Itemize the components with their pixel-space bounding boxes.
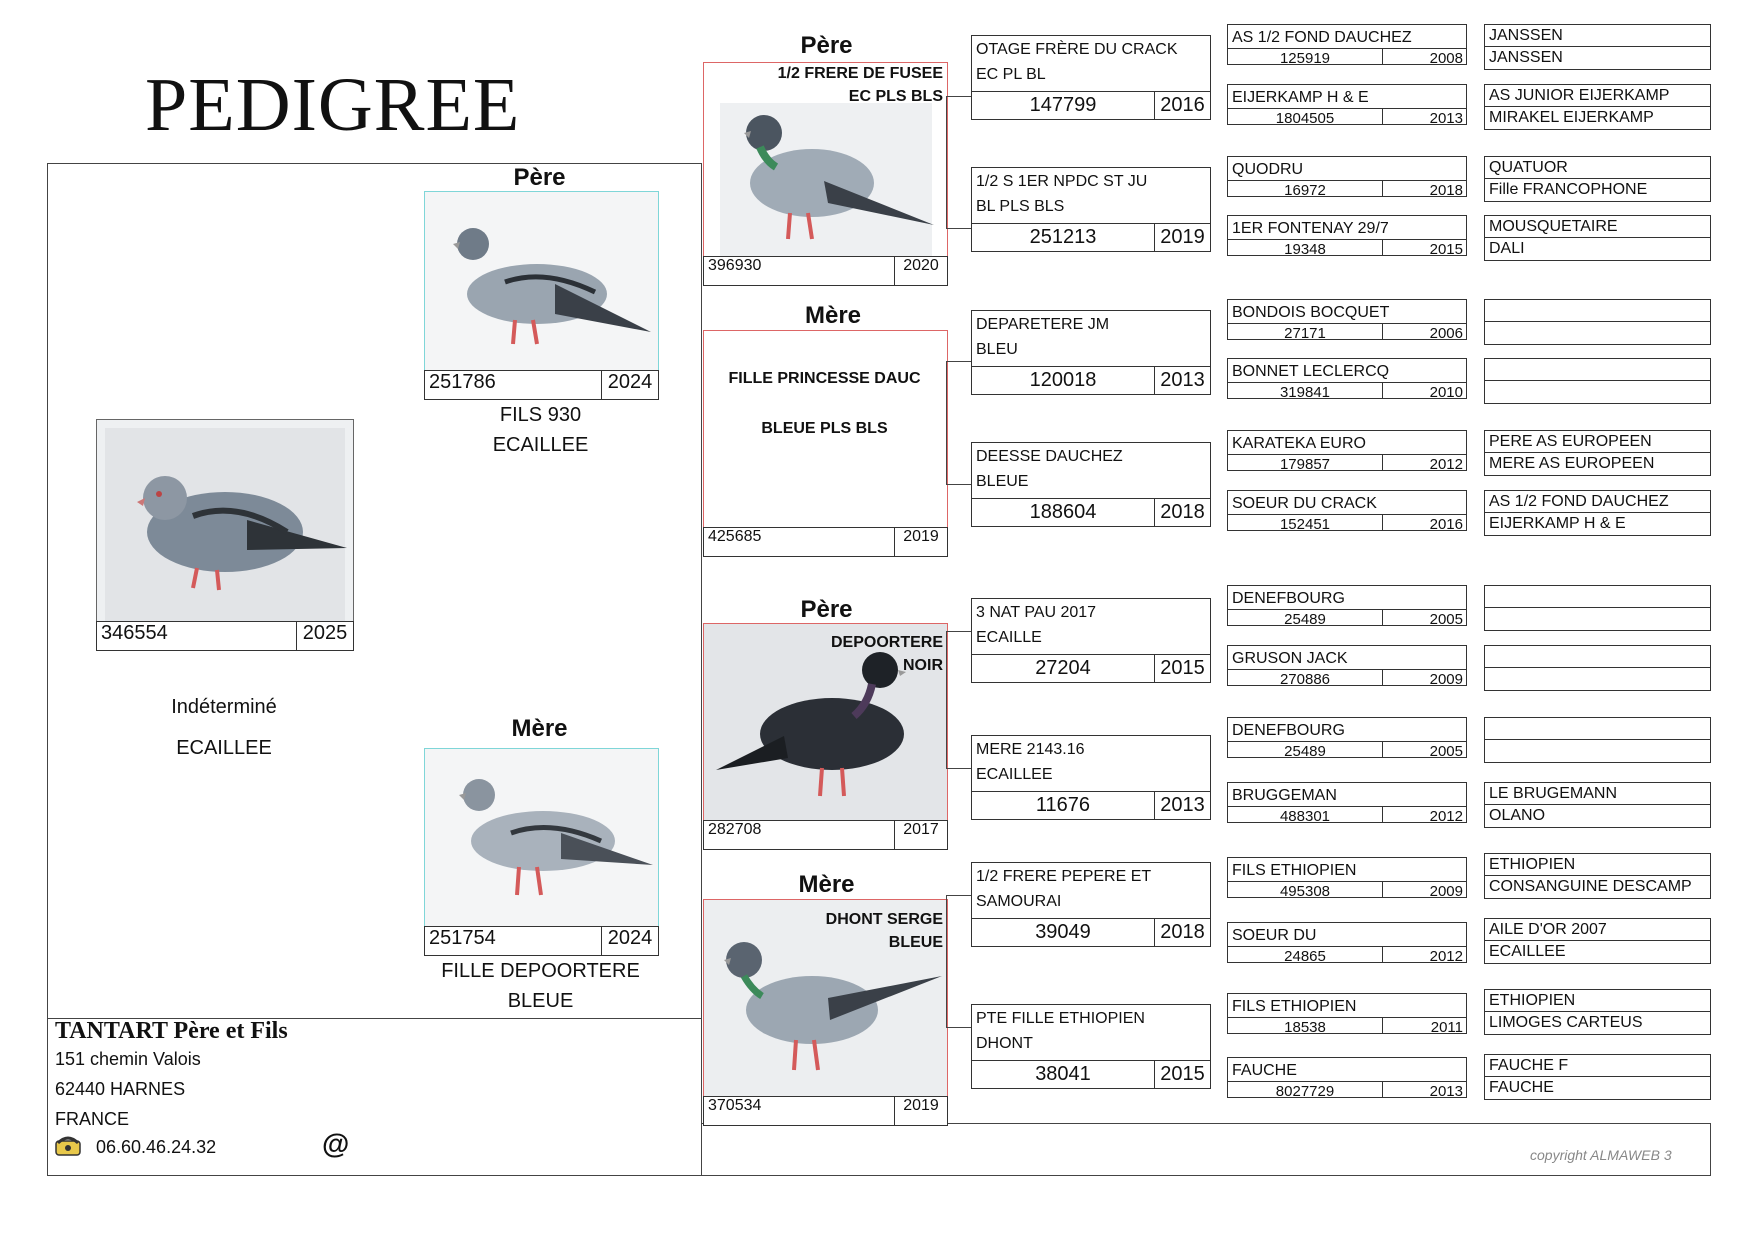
gen4-name: SOEUR DU CRACK <box>1232 495 1377 512</box>
gen4-box <box>1227 993 1467 1034</box>
gen1-dam-name: FILLE DEPOORTERE <box>441 960 640 982</box>
gen4-name: BRUGGEMAN <box>1232 787 1337 804</box>
ring-number: 188604 <box>972 499 1155 526</box>
gen2-sire1-label <box>703 62 943 108</box>
ring-year: 2013 <box>1160 369 1205 391</box>
ring-year: 2005 <box>1429 743 1463 757</box>
ring-year: 2016 <box>1160 94 1205 116</box>
gen5-sire <box>1485 718 1710 740</box>
gen4-box <box>1227 782 1467 823</box>
gen2-sire1-heading: Père <box>800 32 853 59</box>
ring-number: 16972 <box>1228 181 1383 196</box>
gen1-dam-color: BLEUE <box>507 990 574 1012</box>
gen5-box <box>1484 358 1711 404</box>
gen2-dam2-ring-box <box>703 1096 948 1126</box>
gen4-box <box>1227 299 1467 340</box>
gen3-line-2: DHONT <box>976 1035 1033 1052</box>
gen5-dam: Fille FRANCOPHONE <box>1489 181 1648 198</box>
gen4-name: SOEUR DU <box>1232 927 1317 944</box>
gen4-name: DENEFBOURG <box>1232 590 1345 607</box>
gen2-sire2-label <box>703 631 943 677</box>
connector <box>946 484 972 485</box>
ring-number: 179857 <box>1228 455 1383 470</box>
line-2: BLEUE <box>888 934 943 951</box>
gen5-dam: ECAILLEE <box>1489 943 1566 960</box>
ring-number: 24865 <box>1228 947 1383 962</box>
gen5-box <box>1484 645 1711 691</box>
gen2-dam1-label <box>703 370 946 438</box>
connector <box>946 631 947 768</box>
gen5-dam: LIMOGES CARTEUS <box>1489 1014 1643 1031</box>
gen1-sire-color: ECAILLEE <box>492 434 589 456</box>
gen5-box <box>1484 215 1711 261</box>
subject-sex: Indéterminé <box>171 696 277 718</box>
line-1: DHONT SERGE <box>825 911 943 928</box>
gen4-name: QUODRU <box>1232 161 1304 178</box>
gen4-box <box>1227 645 1467 686</box>
connector <box>946 96 972 97</box>
connector <box>946 228 972 229</box>
gen5-dam: OLANO <box>1489 807 1546 824</box>
gen3-line-2: ECAILLE <box>976 629 1042 646</box>
gen3-line-1: PTE FILLE ETHIOPIEN <box>976 1010 1145 1027</box>
line-2: NOIR <box>903 657 943 674</box>
frame-left <box>47 163 48 1175</box>
owner-city: 62440 HARNES <box>55 1079 186 1099</box>
gen3-line-1: OTAGE FRÈRE DU CRACK <box>976 41 1178 58</box>
gen4-name: FAUCHE <box>1232 1062 1297 1079</box>
gen5-dam <box>1485 668 1710 689</box>
gen5-dam <box>1485 322 1710 343</box>
gen5-dam <box>1485 608 1710 629</box>
gen1-sire-photo <box>424 191 659 371</box>
connector <box>946 631 972 632</box>
gen2-sire2-ring-box <box>703 820 948 850</box>
subject-ring-box <box>96 621 354 651</box>
gen4-name: EIJERKAMP H & E <box>1232 89 1369 106</box>
gen5-sire: AILE D'OR 2007 <box>1485 919 1710 941</box>
gen5-box <box>1484 84 1711 130</box>
gen3-box <box>971 735 1211 820</box>
gen5-dam: MERE AS EUROPEEN <box>1489 455 1655 472</box>
gen5-sire <box>1485 359 1710 381</box>
gen4-box <box>1227 215 1467 256</box>
gen4-box <box>1227 1057 1467 1098</box>
ring-year: 2010 <box>1429 384 1463 398</box>
gen3-line-2: BLEUE <box>976 473 1029 490</box>
owner-phone: 06.60.46.24.32 <box>96 1137 217 1157</box>
gen5-sire: ETHIOPIEN <box>1485 990 1710 1012</box>
frame-bottom <box>47 1175 1711 1176</box>
line-1: 1/2 FRERE DE FUSEE <box>777 65 943 82</box>
gen5-dam: CONSANGUINE DESCAMP <box>1489 878 1692 895</box>
subject-photo <box>96 419 354 623</box>
gen5-box <box>1484 853 1711 899</box>
ring-number: 8027729 <box>1228 1082 1383 1097</box>
ring-year: 2024 <box>607 927 653 949</box>
gen5-box <box>1484 430 1711 476</box>
ring-number: 370534 <box>704 1097 895 1125</box>
gen4-name: FILS ETHIOPIEN <box>1232 862 1357 879</box>
ring-number: 251213 <box>972 224 1155 251</box>
ring-number: 11676 <box>972 792 1155 819</box>
ring-year: 2013 <box>1160 794 1205 816</box>
gen4-box <box>1227 490 1467 531</box>
gen5-sire <box>1485 300 1710 322</box>
ring-number: 270886 <box>1228 670 1383 685</box>
gen1-dam-photo <box>424 748 659 928</box>
ring-year: 2015 <box>1160 657 1205 679</box>
ring-number: 425685 <box>704 528 895 556</box>
gen1-sire-heading: Père <box>513 164 566 191</box>
gen5-sire: PERE AS EUROPEEN <box>1485 431 1710 453</box>
gen3-box <box>971 442 1211 527</box>
ring-year: 2015 <box>1429 241 1463 255</box>
ring-year: 2019 <box>1160 226 1205 248</box>
line-1: DEPOORTERE <box>830 634 943 651</box>
ring-year: 2012 <box>1429 808 1463 822</box>
ring-year: 2019 <box>903 528 939 545</box>
gen3-box <box>971 1004 1211 1089</box>
ring-number: 120018 <box>972 367 1155 394</box>
gen3-line-2: ECAILLEE <box>976 766 1053 783</box>
ring-number: 396930 <box>704 257 895 285</box>
ring-number: 251786 <box>425 371 602 399</box>
ring-year: 2009 <box>1429 671 1463 685</box>
gen5-box <box>1484 299 1711 345</box>
subject-color: ECAILLEE <box>176 737 272 759</box>
ring-year: 2018 <box>1429 182 1463 196</box>
gen5-sire: FAUCHE F <box>1485 1055 1710 1077</box>
gen5-box <box>1484 24 1711 70</box>
gen3-line-2: EC PL BL <box>976 66 1046 83</box>
gen3-box <box>971 35 1211 120</box>
ring-year: 2013 <box>1429 110 1463 124</box>
gen4-box <box>1227 717 1467 758</box>
ring-number: 19348 <box>1228 240 1383 255</box>
gen3-line-2: BL PLS BLS <box>976 198 1065 215</box>
gen3-box <box>971 598 1211 683</box>
gen5-box <box>1484 490 1711 536</box>
gen1-dam-heading: Mère <box>511 715 568 742</box>
pigeon-image <box>425 749 658 927</box>
gen5-box <box>1484 782 1711 828</box>
gen5-dam: JANSSEN <box>1489 49 1563 66</box>
ring-year: 2015 <box>1160 1063 1205 1085</box>
ring-year: 2017 <box>903 821 939 838</box>
owner-country: FRANCE <box>55 1109 130 1129</box>
ring-year: 2012 <box>1429 456 1463 470</box>
gen5-sire: JANSSEN <box>1485 25 1710 47</box>
pigeon-image <box>425 192 658 370</box>
ring-year: 2018 <box>1160 921 1205 943</box>
frame-right <box>1710 1123 1711 1175</box>
ring-number: 1804505 <box>1228 109 1383 124</box>
ring-year: 2013 <box>1429 1083 1463 1097</box>
gen5-dam: MIRAKEL EIJERKAMP <box>1489 109 1654 126</box>
gen4-name: FILS ETHIOPIEN <box>1232 998 1357 1015</box>
ring-year: 2024 <box>607 371 653 393</box>
ring-number: 25489 <box>1228 610 1383 625</box>
gen2-sire1-ring-box <box>703 256 948 286</box>
ring-number: 38041 <box>972 1061 1155 1088</box>
connector <box>946 768 972 769</box>
ring-number: 25489 <box>1228 742 1383 757</box>
gen3-line-1: 3 NAT PAU 2017 <box>976 604 1097 621</box>
gen2-dam1-ring-box <box>703 527 948 557</box>
gen3-line-1: DEESSE DAUCHEZ <box>976 448 1123 465</box>
gen4-box <box>1227 857 1467 898</box>
ring-year: 2019 <box>903 1097 939 1114</box>
gen3-box <box>971 310 1211 395</box>
gen4-name: BONDOIS BOCQUET <box>1232 304 1390 321</box>
ring-number: 27204 <box>972 655 1155 682</box>
owner-street: 151 chemin Valois <box>55 1049 201 1069</box>
ring-number: 152451 <box>1228 515 1383 530</box>
gen3-box <box>971 167 1211 252</box>
ring-year: 2018 <box>1160 501 1205 523</box>
gen5-sire: AS 1/2 FOND DAUCHEZ <box>1485 491 1710 513</box>
gen5-box <box>1484 918 1711 964</box>
ring-year: 2009 <box>1429 883 1463 897</box>
line-2: BLEUE PLS BLS <box>761 420 888 437</box>
ring-number: 319841 <box>1228 383 1383 398</box>
ring-number: 125919 <box>1228 49 1383 64</box>
gen1-sire-name: FILS 930 <box>499 404 582 426</box>
ring-year: 2005 <box>1429 611 1463 625</box>
gen3-line-1: 1/2 FRERE PEPERE ET <box>976 868 1152 885</box>
line-2: EC PLS BLS <box>848 88 943 105</box>
gen3-line-1: MERE 2143.16 <box>976 741 1085 758</box>
gen5-box <box>1484 989 1711 1035</box>
copyright: copyright ALMAWEB 3 <box>1530 1147 1672 1163</box>
gen4-box <box>1227 156 1467 197</box>
ring-year: 2020 <box>903 257 939 274</box>
gen5-dam: FAUCHE <box>1489 1079 1554 1096</box>
connector <box>946 1027 972 1028</box>
gen5-sire: LE BRUGEMANN <box>1485 783 1710 805</box>
gen4-name: 1ER FONTENAY 29/7 <box>1232 220 1389 237</box>
gen3-box <box>971 862 1211 947</box>
gen3-line-2: BLEU <box>976 341 1018 358</box>
gen5-dam: DALI <box>1489 240 1525 257</box>
gen5-box <box>1484 1054 1711 1100</box>
gen5-box <box>1484 717 1711 763</box>
gen5-sire <box>1485 586 1710 608</box>
gen4-box <box>1227 585 1467 626</box>
ring-number: 488301 <box>1228 807 1383 822</box>
gen1-dam-ring-box <box>424 926 659 956</box>
gen3-line-2: SAMOURAI <box>976 893 1062 910</box>
gen5-box <box>1484 585 1711 631</box>
connector <box>946 895 972 896</box>
ring-number: 18538 <box>1228 1018 1383 1033</box>
gen3-line-1: 1/2 S 1ER NPDC ST JU <box>976 173 1148 190</box>
gen5-sire: QUATUOR <box>1485 157 1710 179</box>
gen5-dam <box>1485 740 1710 761</box>
gen3-line-1: DEPARETERE JM <box>976 316 1110 333</box>
gen4-box <box>1227 84 1467 125</box>
gen4-name: GRUSON JACK <box>1232 650 1348 667</box>
pigeon-image <box>97 420 353 622</box>
connector <box>946 361 972 362</box>
gen4-box <box>1227 358 1467 399</box>
ring-number: 495308 <box>1228 882 1383 897</box>
connector <box>946 895 947 1027</box>
ring-number: 346554 <box>97 622 297 650</box>
ring-year: 2006 <box>1429 325 1463 339</box>
gen5-box <box>1484 156 1711 202</box>
gen4-name: BONNET LECLERCQ <box>1232 363 1390 380</box>
ring-number: 282708 <box>704 821 895 849</box>
ring-number: 27171 <box>1228 324 1383 339</box>
line-1: FILLE PRINCESSE DAUC <box>728 370 921 387</box>
gen2-sire2-heading: Père <box>800 596 853 623</box>
gen5-sire <box>1485 646 1710 668</box>
ring-number: 39049 <box>972 919 1155 946</box>
ring-year: 2016 <box>1429 516 1463 530</box>
email-icon[interactable]: @ <box>322 1128 350 1159</box>
gen1-sire-ring-box <box>424 370 659 400</box>
gen4-name: AS 1/2 FOND DAUCHEZ <box>1232 29 1412 46</box>
ring-number: 147799 <box>972 92 1155 119</box>
gen4-name: DENEFBOURG <box>1232 722 1345 739</box>
connector <box>946 361 947 484</box>
phone-icon <box>54 1135 82 1157</box>
gen2-dam2-heading: Mère <box>798 871 855 898</box>
gen4-box <box>1227 922 1467 963</box>
gen2-dam2-label <box>703 908 943 954</box>
frame-mid <box>701 163 702 1175</box>
gen5-dam: EIJERKAMP H & E <box>1489 515 1626 532</box>
gen4-box <box>1227 24 1467 65</box>
gen4-box <box>1227 430 1467 471</box>
gen4-name: KARATEKA EURO <box>1232 435 1366 452</box>
owner-name: TANTART Père et Fils <box>55 1018 288 1044</box>
gen5-sire: MOUSQUETAIRE <box>1485 216 1710 238</box>
ring-year: 2011 <box>1430 1019 1463 1033</box>
connector <box>946 96 947 228</box>
gen2-dam1-heading: Mère <box>804 302 862 329</box>
gen5-sire: ETHIOPIEN <box>1485 854 1710 876</box>
ring-year: 2012 <box>1429 948 1463 962</box>
ring-number: 251754 <box>425 927 602 955</box>
gen5-dam <box>1485 381 1710 402</box>
gen5-sire: AS JUNIOR EIJERKAMP <box>1485 85 1710 107</box>
ring-year: 2008 <box>1429 50 1463 64</box>
ring-year: 2025 <box>302 622 348 644</box>
page-title: PEDIGREE <box>145 63 521 147</box>
